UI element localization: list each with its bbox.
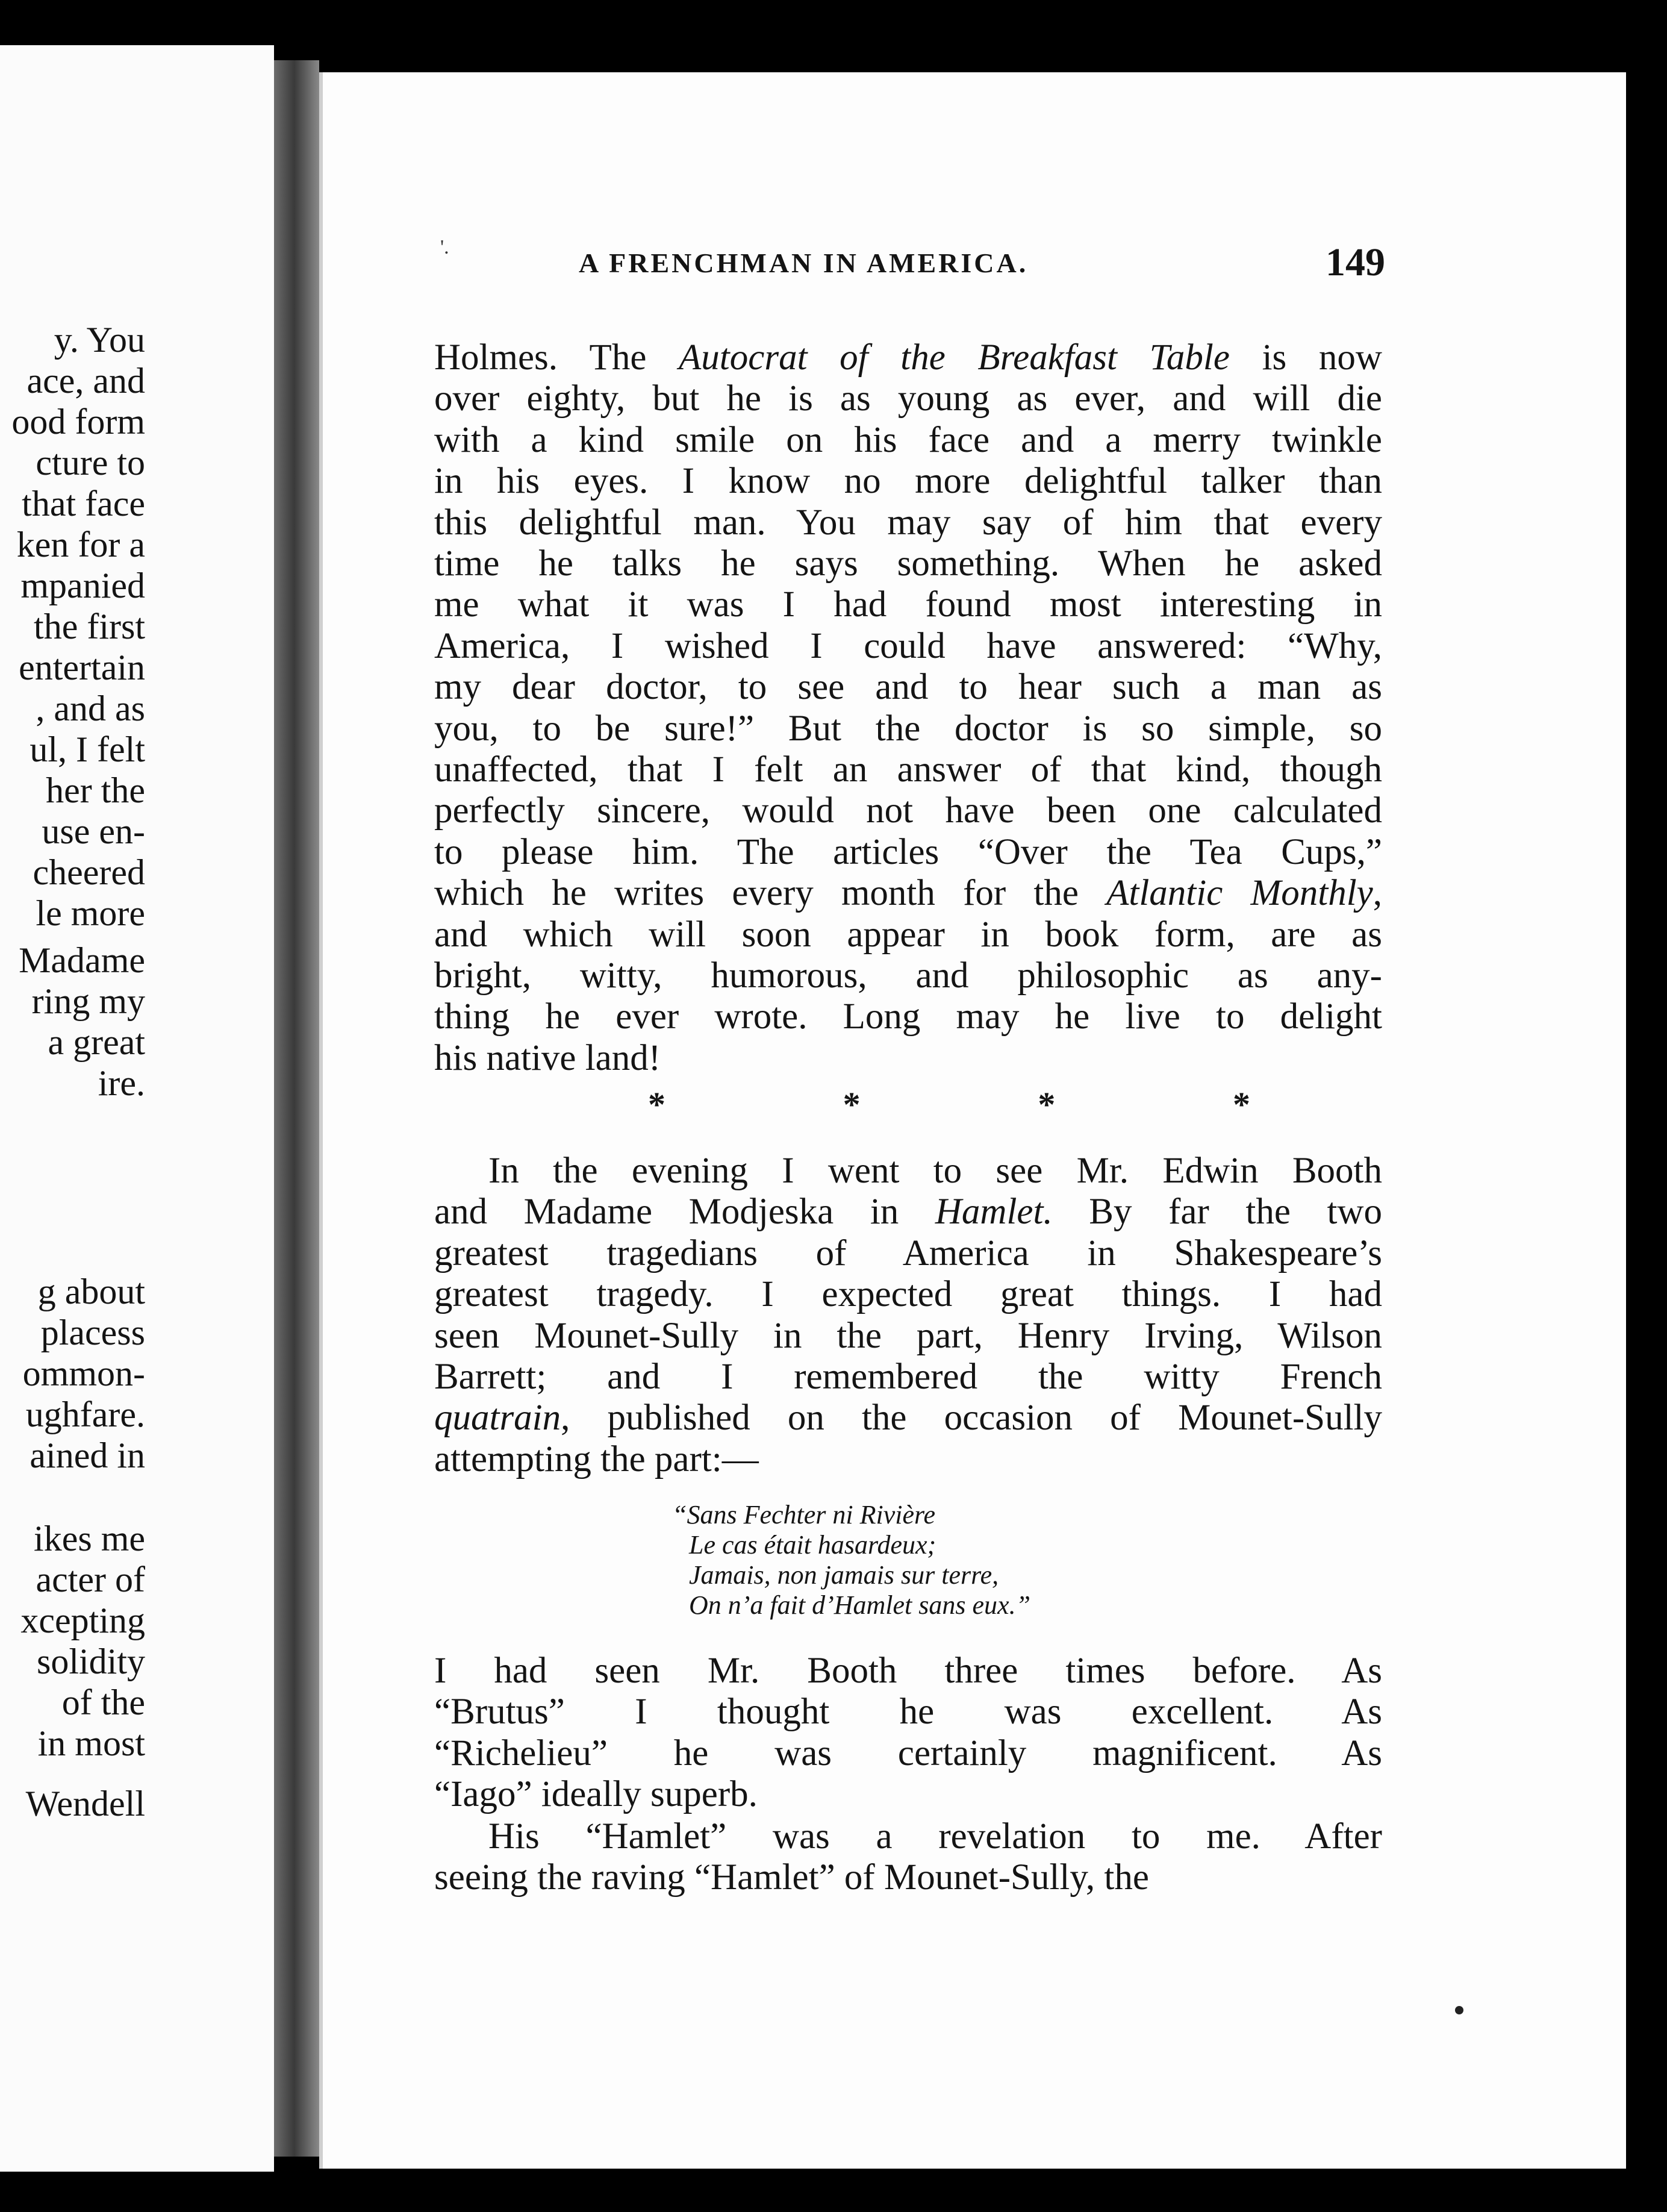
paragraph-line: I had seen Mr. Booth three times before. As bbox=[434, 1651, 1382, 1691]
paragraph-line: you, to be sure!” But the doctor is so simple, so bbox=[434, 708, 1382, 749]
paragraph-line: In the evening I went to see Mr. Edwin Booth bbox=[488, 1151, 1382, 1191]
paragraph-line: “Richelieu” he was certainly magnificent. As bbox=[434, 1732, 1382, 1773]
facing-page-line: that face bbox=[22, 484, 145, 523]
facing-page-line: mpanied bbox=[20, 566, 145, 605]
quatrain bbox=[672, 1500, 1030, 1620]
paragraph-line: “Iago” ideally superb. bbox=[434, 1774, 758, 1815]
paragraph-line: my dear doctor, to see and to hear such a man as bbox=[434, 667, 1382, 708]
facing-page-line: ring my bbox=[31, 981, 145, 1021]
facing-page-line: ommon- bbox=[22, 1354, 145, 1393]
facing-page bbox=[0, 45, 274, 2172]
facing-page-line: a great bbox=[48, 1022, 145, 1062]
page-number: 149 bbox=[1326, 240, 1385, 284]
facing-page-line: solidity bbox=[36, 1642, 145, 1681]
paragraph-line: over eighty, but he is as young as ever, and will die bbox=[434, 378, 1382, 419]
scan-speck: '. bbox=[440, 236, 449, 258]
paragraph-line: time he talks he says something. When he asked bbox=[434, 543, 1382, 584]
facing-page-line: ughfare. bbox=[25, 1395, 145, 1434]
running-head: A FRENCHMAN IN AMERICA. bbox=[579, 248, 1029, 278]
quatrain-line: Le cas était hasardeux; bbox=[689, 1530, 936, 1560]
facing-page-line: of the bbox=[61, 1682, 145, 1722]
facing-page-line: her the bbox=[46, 770, 145, 810]
paragraph-line: to please him. The articles “Over the Tea Cups,” bbox=[434, 831, 1382, 872]
paragraph-line: bright, witty, humorous, and philosophic as any- bbox=[434, 955, 1382, 996]
facing-page-line: ul, I felt bbox=[30, 730, 145, 769]
paragraph-line: Barrett; and I remembered the witty French bbox=[434, 1357, 1382, 1397]
facing-page-line: le more bbox=[36, 893, 145, 933]
facing-page-line: ire. bbox=[98, 1063, 145, 1103]
paragraph-line: Holmes. The Autocrat of the Breakfast Table is now bbox=[434, 337, 1382, 378]
paragraph-line: America, I wished I could have answered: “Why, bbox=[434, 625, 1382, 666]
facing-page-line: placess bbox=[40, 1313, 145, 1352]
facing-page-line: y. You bbox=[54, 320, 145, 360]
facing-page-line: ained in bbox=[30, 1436, 145, 1475]
paragraph-line: greatest tragedians of America in Shakespeare’s bbox=[434, 1233, 1382, 1273]
book-gutter bbox=[274, 60, 319, 2157]
facing-page-line: , and as bbox=[36, 689, 145, 728]
paragraph-line: in his eyes. I know no more delightful talker than bbox=[434, 461, 1382, 502]
facing-page-line: the first bbox=[34, 607, 145, 646]
paragraph-line: which he writes every month for the Atlantic Monthly, bbox=[434, 873, 1383, 914]
separator-star: * bbox=[843, 1085, 861, 1124]
facing-page-line: ood form bbox=[11, 402, 145, 442]
paragraph-line: and Madame Modjeska in Hamlet. By far the two bbox=[434, 1192, 1382, 1233]
paragraph-line: unaffected, that I felt an answer of that kind, though bbox=[434, 749, 1382, 790]
paragraph-line: and which will soon appear in book form, are as bbox=[434, 914, 1382, 955]
paragraph-line: His “Hamlet” was a revelation to me. After bbox=[488, 1816, 1382, 1857]
paragraph-line: quatrain, published on the occasion of Mounet-Sully bbox=[434, 1398, 1382, 1439]
facing-page-line: Madame bbox=[19, 940, 145, 980]
facing-page-line: use en- bbox=[42, 811, 145, 851]
facing-page-line: in most bbox=[37, 1723, 145, 1763]
facing-page-line: xcepting bbox=[20, 1601, 145, 1640]
paragraph-line: attempting the part:— bbox=[434, 1439, 759, 1479]
facing-page-line: g about bbox=[37, 1272, 145, 1311]
separator-star: * bbox=[1232, 1085, 1250, 1124]
facing-page-line: Wendell bbox=[25, 1784, 145, 1823]
facing-page-line: ikes me bbox=[34, 1519, 145, 1558]
quatrain-line: Jamais, non jamais sur terre, bbox=[689, 1560, 999, 1590]
separator-star: * bbox=[648, 1085, 665, 1124]
paragraph-line: me what it was I had found most interesting in bbox=[434, 584, 1382, 625]
paragraph-line: perfectly sincere, would not have been one calculated bbox=[434, 790, 1382, 831]
separator-star: * bbox=[1038, 1085, 1056, 1124]
paragraph-line: greatest tragedy. I expected great things. I had bbox=[434, 1274, 1382, 1315]
paragraph-line: this delightful man. You may say of him that every bbox=[434, 502, 1382, 543]
paragraph-line: thing he ever wrote. Long may he live to delight bbox=[434, 996, 1382, 1037]
facing-page-line: ken for a bbox=[16, 525, 145, 564]
facing-page-line: ace, and bbox=[26, 361, 145, 401]
paragraph-line: his native land! bbox=[434, 1037, 661, 1078]
section-separator bbox=[648, 1084, 1250, 1125]
scan-speck bbox=[1455, 2006, 1463, 2014]
paragraph-line: seeing the raving “Hamlet” of Mounet-Sully, the bbox=[434, 1857, 1149, 1898]
facing-page-line: cheered bbox=[33, 852, 145, 892]
facing-page-line: acter of bbox=[36, 1560, 145, 1599]
paragraph-line: “Brutus” I thought he was excellent. As bbox=[434, 1692, 1382, 1732]
paragraph-line: with a kind smile on his face and a merry twinkle bbox=[434, 419, 1382, 460]
facing-page-line: entertain bbox=[19, 648, 145, 687]
paragraph-line: seen Mounet-Sully in the part, Henry Irving, Wilson bbox=[434, 1315, 1382, 1356]
facing-page-line: cture to bbox=[36, 443, 145, 483]
quatrain-line: “Sans Fechter ni Rivière bbox=[672, 1500, 936, 1529]
quatrain-line: On n’a fait d’Hamlet sans eux.” bbox=[689, 1590, 1031, 1620]
book-page bbox=[319, 72, 1626, 2169]
